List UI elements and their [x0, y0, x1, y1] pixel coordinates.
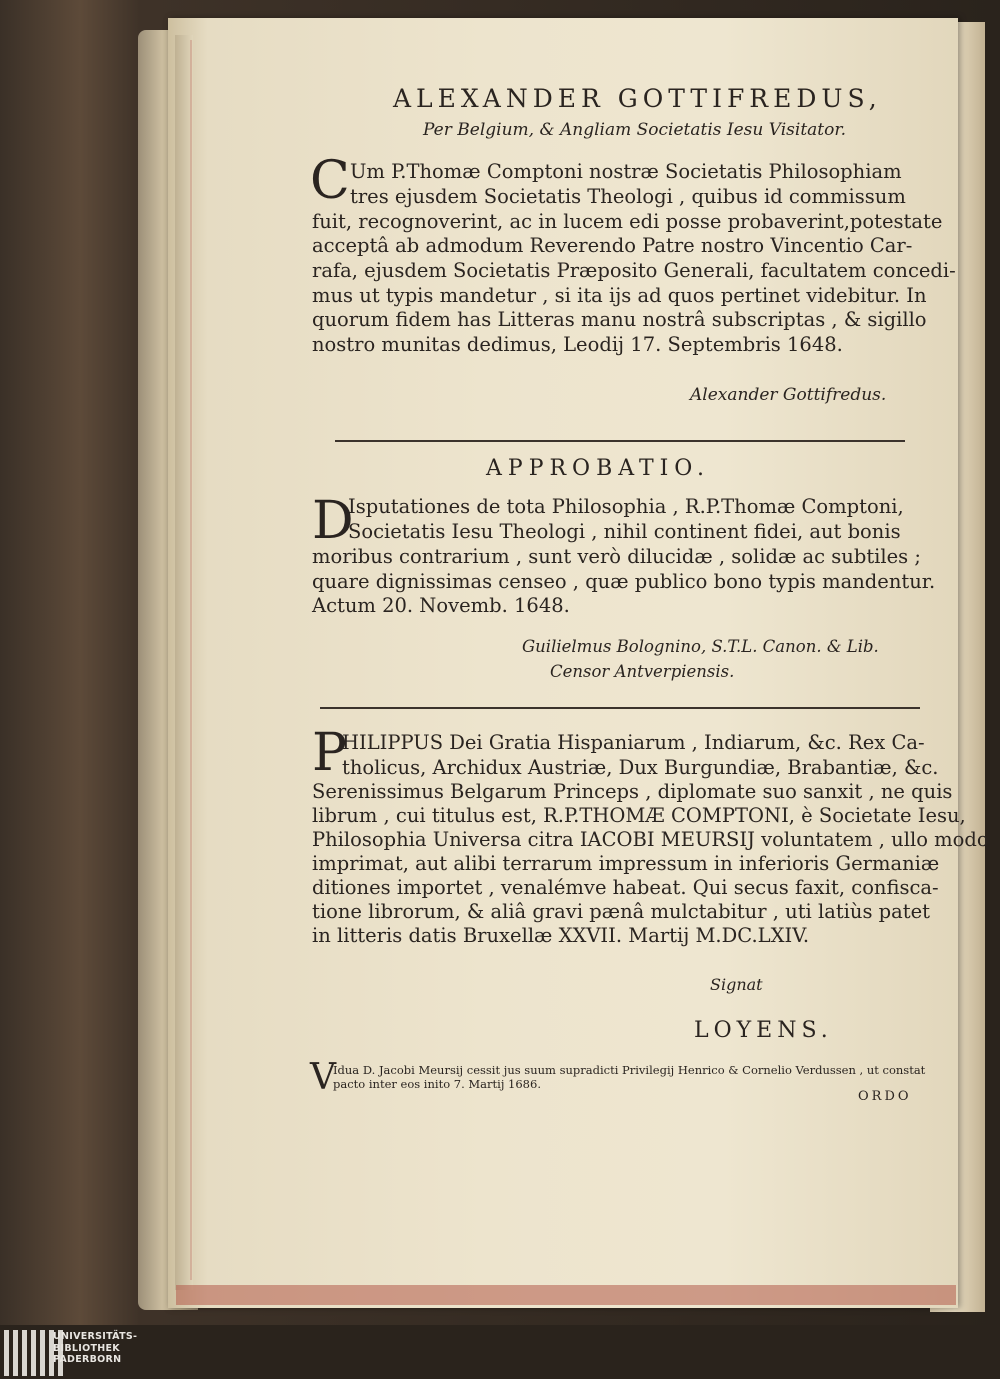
letter-line: nostro munitas dedimus, Leodij 17. Septembris 1648.: [312, 333, 843, 356]
logo-line: UNIVERSITÄTS-: [53, 1331, 138, 1342]
transfer-note-line: pacto inter eos inito 7. Martij 1686.: [333, 1077, 541, 1091]
signat-label: Signat: [710, 975, 763, 994]
privilege-line: imprimat, aut alibi terrarum impressum in inferioris Germaniæ: [312, 852, 940, 875]
letter-line: Um P.Thomæ Comptoni nostræ Societatis Philosophiam: [350, 160, 902, 183]
approbatio-line: quare dignissimas censeo , quæ publico bono typis mandentur.: [312, 570, 936, 593]
privilege-signer: LOYENS.: [694, 1018, 833, 1043]
privilege-line: Philosophia Universa citra IACOBI MEURSIJ voluntatem , ullo modo: [312, 828, 989, 851]
approbatio-signature: Guilielmus Bolognino, S.T.L. Canon. & Lib.: [522, 637, 879, 656]
privilege-line: tione librorum, & aliâ gravi pænâ mulctabitur , uti latiùs patet: [312, 900, 931, 923]
letter-line: acceptâ ab admodum Reverendo Patre nostro Vincentio Car-: [312, 234, 913, 257]
transfer-note-line: Idua D. Jacobi Meursij cessit jus suum supradicti Privilegij Henrico & Cornelio Verdussen , ut constat: [333, 1063, 926, 1077]
approbatio-line: Isputationes de tota Philosophia , R.P.Thomæ Comptoni,: [348, 495, 904, 518]
header-subtitle: Per Belgium, & Angliam Societatis Iesu Visitator.: [423, 120, 847, 140]
drop-initial-c: C: [310, 151, 350, 211]
privilege-line: Serenissimus Belgarum Princeps , diplomate suo sanxit , ne quis: [312, 780, 953, 803]
logo-line: BIBLIOTHEK: [53, 1342, 120, 1354]
red-page-edge: [190, 40, 192, 1280]
header-title: ALEXANDER GOTTIFREDUS,: [393, 84, 882, 113]
approbatio-heading: APPROBATIO.: [486, 456, 711, 481]
letter-line: tres ejusdem Societatis Theologi , quibus id commissum: [350, 185, 906, 208]
logo-line: PADERBORN: [53, 1354, 122, 1365]
privilege-line: ditiones importet , venalémve habeat. Qui secus faxit, confisca-: [312, 876, 939, 899]
privilege-line: librum , cui titulus est, R.P.THOMÆ COMPTONI, è Societate Iesu,: [312, 804, 966, 827]
letter-signature: Alexander Gottifredus.: [690, 385, 887, 405]
drop-initial-d: D: [312, 491, 354, 551]
library-logo-text: [53, 1331, 137, 1366]
approbatio-line: Societatis Iesu Theologi , nihil continent fidei, aut bonis: [348, 520, 901, 543]
library-footer: [0, 1325, 1000, 1379]
privilege-line: in litteris datis Bruxellæ XXVII. Martij M.DC.LXIV.: [312, 924, 810, 947]
letter-line: fuit, recognoverint, ac in lucem edi posse probaverint,potestate: [312, 210, 943, 233]
section-divider: [320, 707, 920, 709]
approbatio-signature-title: Censor Antverpiensis.: [550, 662, 735, 681]
section-divider: [335, 440, 905, 442]
approbatio-line: moribus contrarium , sunt verò dilucidæ , solidæ ac subtiles ;: [312, 545, 921, 568]
red-bottom-edge: [176, 1285, 956, 1305]
privilege-line: tholicus, Archidux Austriæ, Dux Burgundiæ, Brabantiæ, &c.: [342, 756, 939, 779]
letter-line: mus ut typis mandetur , si ita ijs ad quos pertinet videbitur. In: [312, 284, 927, 307]
drop-initial-v: V: [310, 1057, 336, 1098]
approbatio-line: Actum 20. Novemb. 1648.: [312, 594, 570, 617]
privilege-line: HILIPPUS Dei Gratia Hispaniarum , Indiarum, &c. Rex Ca-: [342, 731, 925, 754]
letter-line: rafa, ejusdem Societatis Præposito Generali, facultatem concedi-: [312, 259, 956, 282]
drop-initial-p: P: [312, 723, 347, 783]
catchword: ORDO: [858, 1089, 912, 1104]
letter-line: quorum fidem has Litteras manu nostrâ subscriptas , & sigillo: [312, 308, 927, 331]
